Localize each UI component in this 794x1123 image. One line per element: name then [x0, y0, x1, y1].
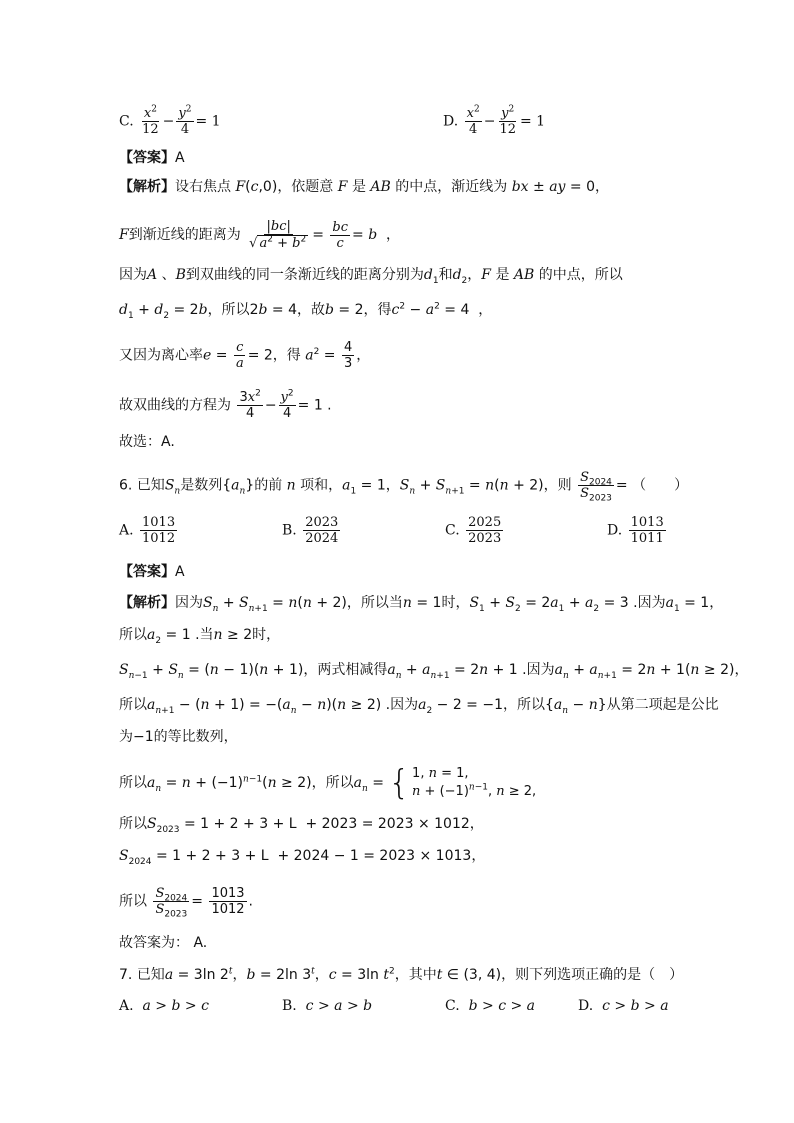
q5-answer: 【答案】A: [119, 150, 185, 166]
q6-stem: 6. 已知$S_n$是数列$\{a_n\}$的前 n 项和，$a_1 = 1$，$S_n + S_{n+1} = n(n + 2)$，则 $\frac{S_{2024}}{S_{2023}}$ = （ ）: [119, 470, 689, 504]
q6-final: 故答案为： A.: [119, 935, 208, 951]
q6-analysis-line2: 所以$a_2 = 1$ .当n ≥ 2时，: [119, 627, 281, 646]
q5-choose: 故选：A.: [119, 434, 175, 450]
q5-analysis-line6: 故双曲线的方程为 $\frac{3x^2}{4}$ − $\frac{y^2}{4}$ = 1 .: [119, 388, 332, 421]
q6-analysis-line6: 所以$a_n = n + (-1)^{n-1}(n \ge 2)$，所以$a_n$ = { 1, n = 1, $n + (-1)^{n-1}$, n ≥ 2,: [119, 763, 537, 803]
q5-analysis-line2: F到渐近线的距离为 $\frac{|bc|}{√ a^2 + b^2}$ = $\frac{bc}{c}$ = b ，: [119, 219, 401, 251]
q6-option-a: A. $\frac{1013}{1012}$: [119, 515, 176, 546]
q7-option-a: A. a > b > c: [119, 998, 209, 1014]
q6-analysis-line1: 【解析】因为$S_n + S_{n+1} = n(n + 2)$，所以当n = 1时，$S_1 + S_2 = 2a_1 + a_2 = 3$ .因为$a_1 = 1$，: [119, 595, 724, 614]
q6-analysis-line7: 所以$S_{2023} = 1 + 2 + 3 + L + 2023 = 2023 \times 1012$，: [119, 816, 484, 835]
q6-analysis-line5: 为−1的等比数列，: [119, 729, 238, 745]
q6-analysis-line3: $S_{n-1} + S_n = (n - 1)(n + 1)$，两式相减得$a_n + a_{n+1} = 2n + 1$ .因为$a_n + a_{n+1} = 2n + 1(n \ge 2)$，: [119, 662, 749, 681]
q5-analysis-line4: $d_1 + d_2 = 2b$，所以2b = 4，故b = 2，得$c^2 - a^2 = 4$ ，: [119, 301, 493, 321]
q5-analysis-line5: 又因为离心率e = $\frac{c}{a}$ = 2，得 $a^2$ = $\frac{4}{3}$ ，: [119, 340, 371, 371]
q6-answer: 【答案】A: [119, 564, 185, 580]
q6-analysis-line9: 所以 $\frac{S_{2024}}{S_{2023}}$ = $\frac{1013}{1012}$ .: [119, 886, 253, 920]
q5-analysis-line1: 【解析】设右焦点 F(c,0)，依题意 F 是 AB 的中点，渐近线为 bx ± ay = 0，: [119, 179, 610, 195]
q5-option-d: D. $\frac{x^2}{4}$ − $\frac{y^2}{12}$ = 1: [443, 104, 546, 137]
q6-analysis-line4: 所以$a_{n+1} - (n + 1) = -(a_n - n)(n \ge 2)$ .因为$a_2 - 2 = -1$，所以$\{a_n - n\}$从第二项起是公比: [119, 697, 719, 716]
q7-option-c: C. b > c > a: [445, 998, 536, 1014]
q5-analysis-line3: 因为A 、B到双曲线的同一条渐近线的距离分别为$d_1$和$d_2$，F 是 AB 的中点，所以: [119, 267, 623, 286]
q7-stem: 7. 已知a = 3ln 2$^t$，b = 2ln 3$^t$，c = 3ln $t^2$，其中t ∈ (3, 4)，则下列选项正确的是（ ）: [119, 966, 684, 983]
q6-option-c: C. $\frac{2025}{2023}$: [445, 515, 502, 546]
q6-analysis-line8: $S_{2024} = 1 + 2 + 3 + L + 2024 - 1 = 2023 \times 1013$，: [119, 848, 486, 867]
q6-option-d: D. $\frac{1013}{1011}$: [607, 515, 664, 546]
q6-option-b: B. $\frac{2023}{2024}$: [282, 515, 339, 546]
q5-option-c: C. $\frac{x^2}{12}$ − $\frac{y^2}{4}$ = 1: [119, 104, 221, 137]
q7-option-b: B. c > a > b: [282, 998, 373, 1014]
q7-option-d: D. c > b > a: [578, 998, 669, 1014]
